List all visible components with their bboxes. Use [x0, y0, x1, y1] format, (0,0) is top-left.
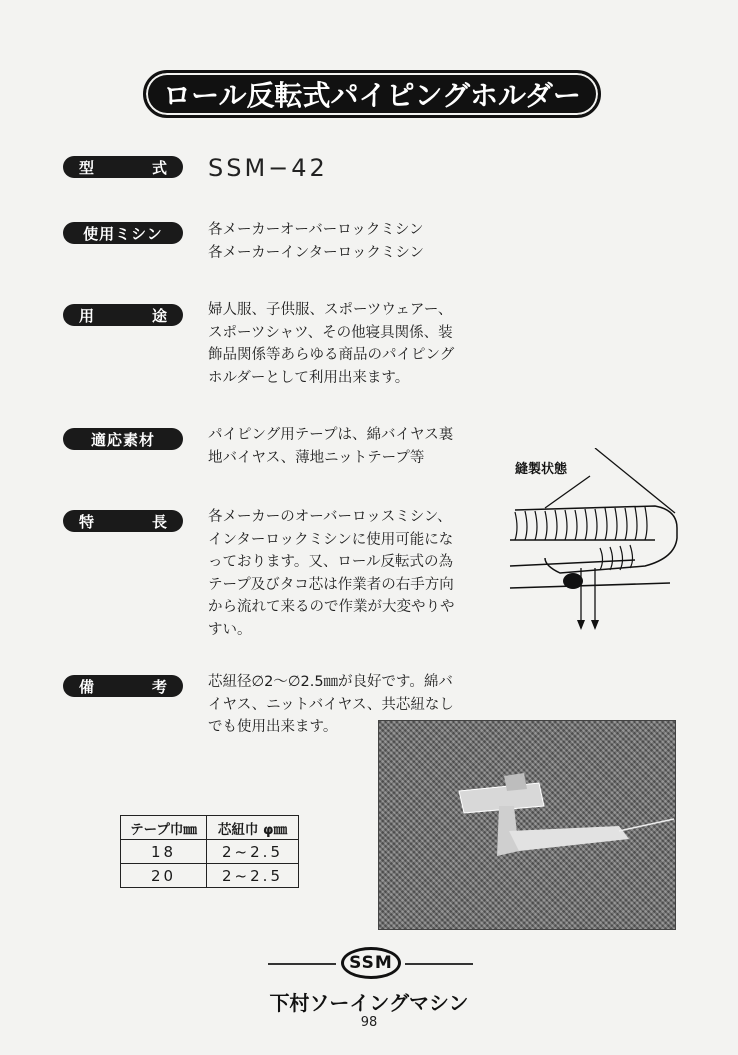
remarks-value: 芯紐径∅2～∅2.5㎜が良好です。綿バ イヤス、ニットバイヤス、共芯紐なし でも使用出来ます。	[208, 674, 454, 735]
label-remarks	[63, 675, 183, 697]
material-value: パイピング用テープは、綿バイヤス裏 地バイヤス、薄地ニットテープ等	[208, 427, 454, 466]
table-cell: 2~2.5	[207, 864, 299, 888]
label-use	[63, 304, 183, 326]
label-machine-text: 使用ミシン	[83, 224, 163, 243]
label-use-a: 用	[79, 306, 95, 325]
model-number: SSM−42	[208, 154, 328, 182]
label-material-text: 適応素材	[90, 430, 155, 449]
label-feature-b: 長	[151, 512, 167, 531]
footer-rule-right	[405, 963, 473, 965]
table-row	[121, 864, 299, 888]
label-model	[63, 156, 183, 178]
feature-value: 各メーカーのオーバーロッスミシン、 インターロックミシンに使用可能にな っております。又、ロール反転式の為 テープ及びタコ芯は作業者の右手方向 から流れて来るので作業が大変やりや すい。	[208, 509, 455, 638]
label-model-a: 型	[79, 158, 95, 177]
product-photo	[378, 720, 676, 930]
holder-illustration	[379, 721, 677, 931]
spec-table	[120, 815, 299, 888]
use-value: 婦人服、子供服、スポーツウェアー、 スポーツシャツ、その他寝具関係、装 飾品関係等あらゆる商品のパイピング ホルダーとして利用出来ます。	[208, 302, 455, 386]
table-cell: 2~2.5	[207, 840, 299, 864]
label-feature-a: 特	[79, 512, 95, 531]
table-cell: 18	[121, 840, 207, 864]
ssm-logo	[341, 947, 401, 979]
label-machine	[63, 222, 183, 244]
page-number: 98	[360, 1015, 378, 1030]
footer-rule-left	[268, 963, 336, 965]
header-tape-width: テープ巾㎜	[121, 816, 207, 840]
label-remarks-a: 備	[79, 677, 95, 696]
label-feature	[63, 510, 183, 532]
logo-text: SSM	[349, 953, 393, 973]
spec-table-header	[121, 816, 299, 840]
table-cell: 20	[121, 864, 207, 888]
machine-value: 各メーカーオーバーロックミシン 各メーカーインターロックミシン	[208, 222, 424, 261]
label-use-b: 途	[151, 306, 167, 325]
label-material	[63, 428, 183, 450]
label-model-b: 式	[151, 158, 167, 177]
company-name: 下村ソーイングマシン	[269, 991, 469, 1015]
sewing-state-diagram	[505, 448, 690, 638]
table-row	[121, 840, 299, 864]
page-title: ロール反転式パイピングホルダー	[163, 79, 581, 112]
label-remarks-b: 考	[151, 677, 167, 696]
diagram-label: 縫製状態	[515, 462, 568, 477]
header-cord-width: 芯紐巾 φ㎜	[207, 816, 299, 840]
title-banner	[143, 70, 601, 118]
